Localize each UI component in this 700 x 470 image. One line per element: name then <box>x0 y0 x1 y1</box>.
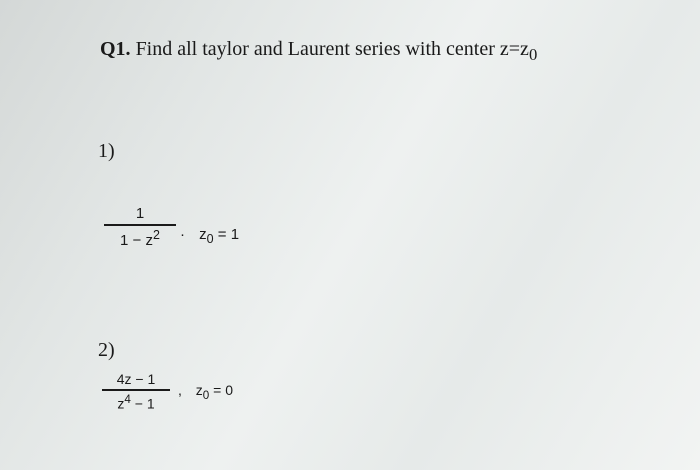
item-1-label: 1) <box>98 140 115 162</box>
item-1-fraction <box>104 206 176 248</box>
item-2-fraction <box>102 372 170 410</box>
item-1-numerator: 1 <box>135 205 145 222</box>
item-2-separator: , <box>178 382 182 398</box>
question-heading <box>100 38 537 65</box>
question-center: $z=z_0$ <box>499 38 538 64</box>
item-2-center-sub: 0 <box>202 388 210 402</box>
item-1-center-var: z <box>199 226 207 243</box>
item-2-label: 2) <box>98 339 115 361</box>
item-2-numerator: 4z − 1 <box>116 371 156 387</box>
item-2-center-var: z <box>195 382 203 398</box>
item-2-center-value: = 0 <box>213 382 234 398</box>
question-text: Find all taylor and Laurent series with center <box>135 38 495 60</box>
item-1-center-condition <box>180 226 239 246</box>
question-number: Q1. <box>100 38 131 60</box>
item-1-center-sub: 0 <box>206 232 214 246</box>
item-1-center-value: = 1 <box>217 226 240 243</box>
item-1-separator: · <box>180 226 185 243</box>
item-1-fraction-bar <box>104 224 176 226</box>
item-2-denominator: $z^4 - 1$ <box>117 392 155 412</box>
item-1-denominator: $1 - z^2$ <box>120 227 160 249</box>
item-2-center-condition <box>178 382 233 402</box>
item-2-fraction-bar <box>102 389 170 391</box>
